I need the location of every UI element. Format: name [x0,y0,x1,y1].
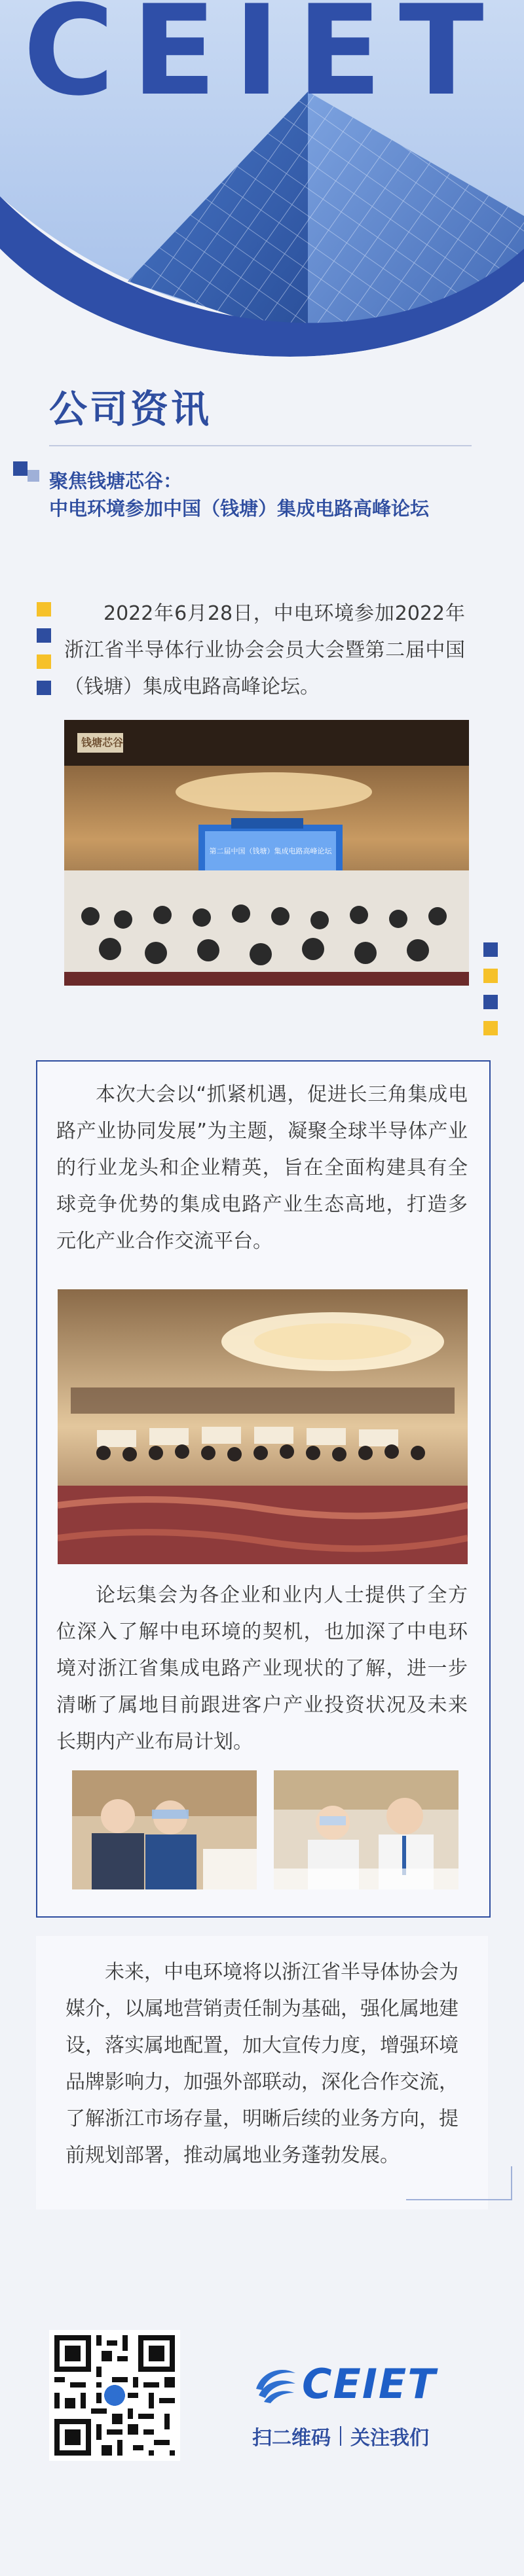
ceiet-logo-icon [252,2364,299,2405]
decor-square-blue [37,681,51,695]
brand-wordmark: CEIET [23,0,501,123]
paragraph-intro: 2022年6月28日，中电环境参加2022年浙江省半导体行业协会会员大会暨第二届中国（钱塘）集成电路高峰论坛。 [64,602,465,698]
cta-divider [340,2426,341,2446]
attendee-photo-left [72,1770,257,1889]
article-subtitle-line2: 中电环境参加中国（钱塘）集成电路高峰论坛 [49,497,430,520]
stage-screen-text: 第二届中国（钱塘）集成电路高峰论坛 [209,847,332,855]
decor-square-blue [13,461,28,476]
venue-sign: 钱塘芯谷 [81,736,124,749]
panel-accent-line [511,2166,512,2200]
forum-audience-photo [58,1289,468,1564]
paragraph-theme: 本次大会以“抓紧机遇，促进长三角集成电路产业协同发展”为主题，凝聚全球半导体产业的行业龙头和企业精英，旨在全面构建具有全球竞争优势的集成电路产业生态高地，打造多元化产业合作交流平台。 [56,1083,468,1253]
follow-us-label: 关注我们 [350,2427,429,2450]
decor-square-light [28,470,39,482]
decor-square-yellow [483,1021,498,1035]
qr-code[interactable] [49,2330,180,2461]
decor-square-yellow [37,654,51,669]
decor-square-yellow [483,969,498,983]
decor-square-blue [37,628,51,643]
scan-qr-label: 扫二维码 [252,2427,331,2450]
paragraph-outlook: 未来，中电环境将以浙江省半导体协会为媒介，以属地营销责任制为基础，强化属地建设，落实属地配置，加大宣传力度，增强环境品牌影响力，加强外部联动，深化合作交流，了解浙江市场存量，明晰后续的业务方向，提前规划部署，推动属地业务蓬勃发展。 [66,1961,458,2167]
decor-square-blue [483,995,498,1009]
section-title: 公司资讯 [49,387,212,431]
panel-accent-line [406,2199,511,2200]
decor-square-yellow [37,602,51,617]
conference-hall-photo [64,720,469,986]
header-banner [0,0,524,367]
footer-cta [252,2422,429,2450]
attendee-photo-right [274,1770,458,1889]
decor-square-blue [483,942,498,957]
title-divider [49,445,472,446]
paragraph-opportunity: 论坛集会为各企业和业内人士提供了全方位深入了解中电环境的契机，也加深了中电环境对浙江省集成电路产业现状的了解，进一步清晰了属地目前跟进客户产业投资状况及未来长期内产业布局计划。 [56,1584,468,1753]
footer-logo-text: CEIET [302,2360,437,2408]
footer-logo [252,2360,437,2408]
article-subtitle-line1: 聚焦钱塘芯谷： [49,470,183,492]
